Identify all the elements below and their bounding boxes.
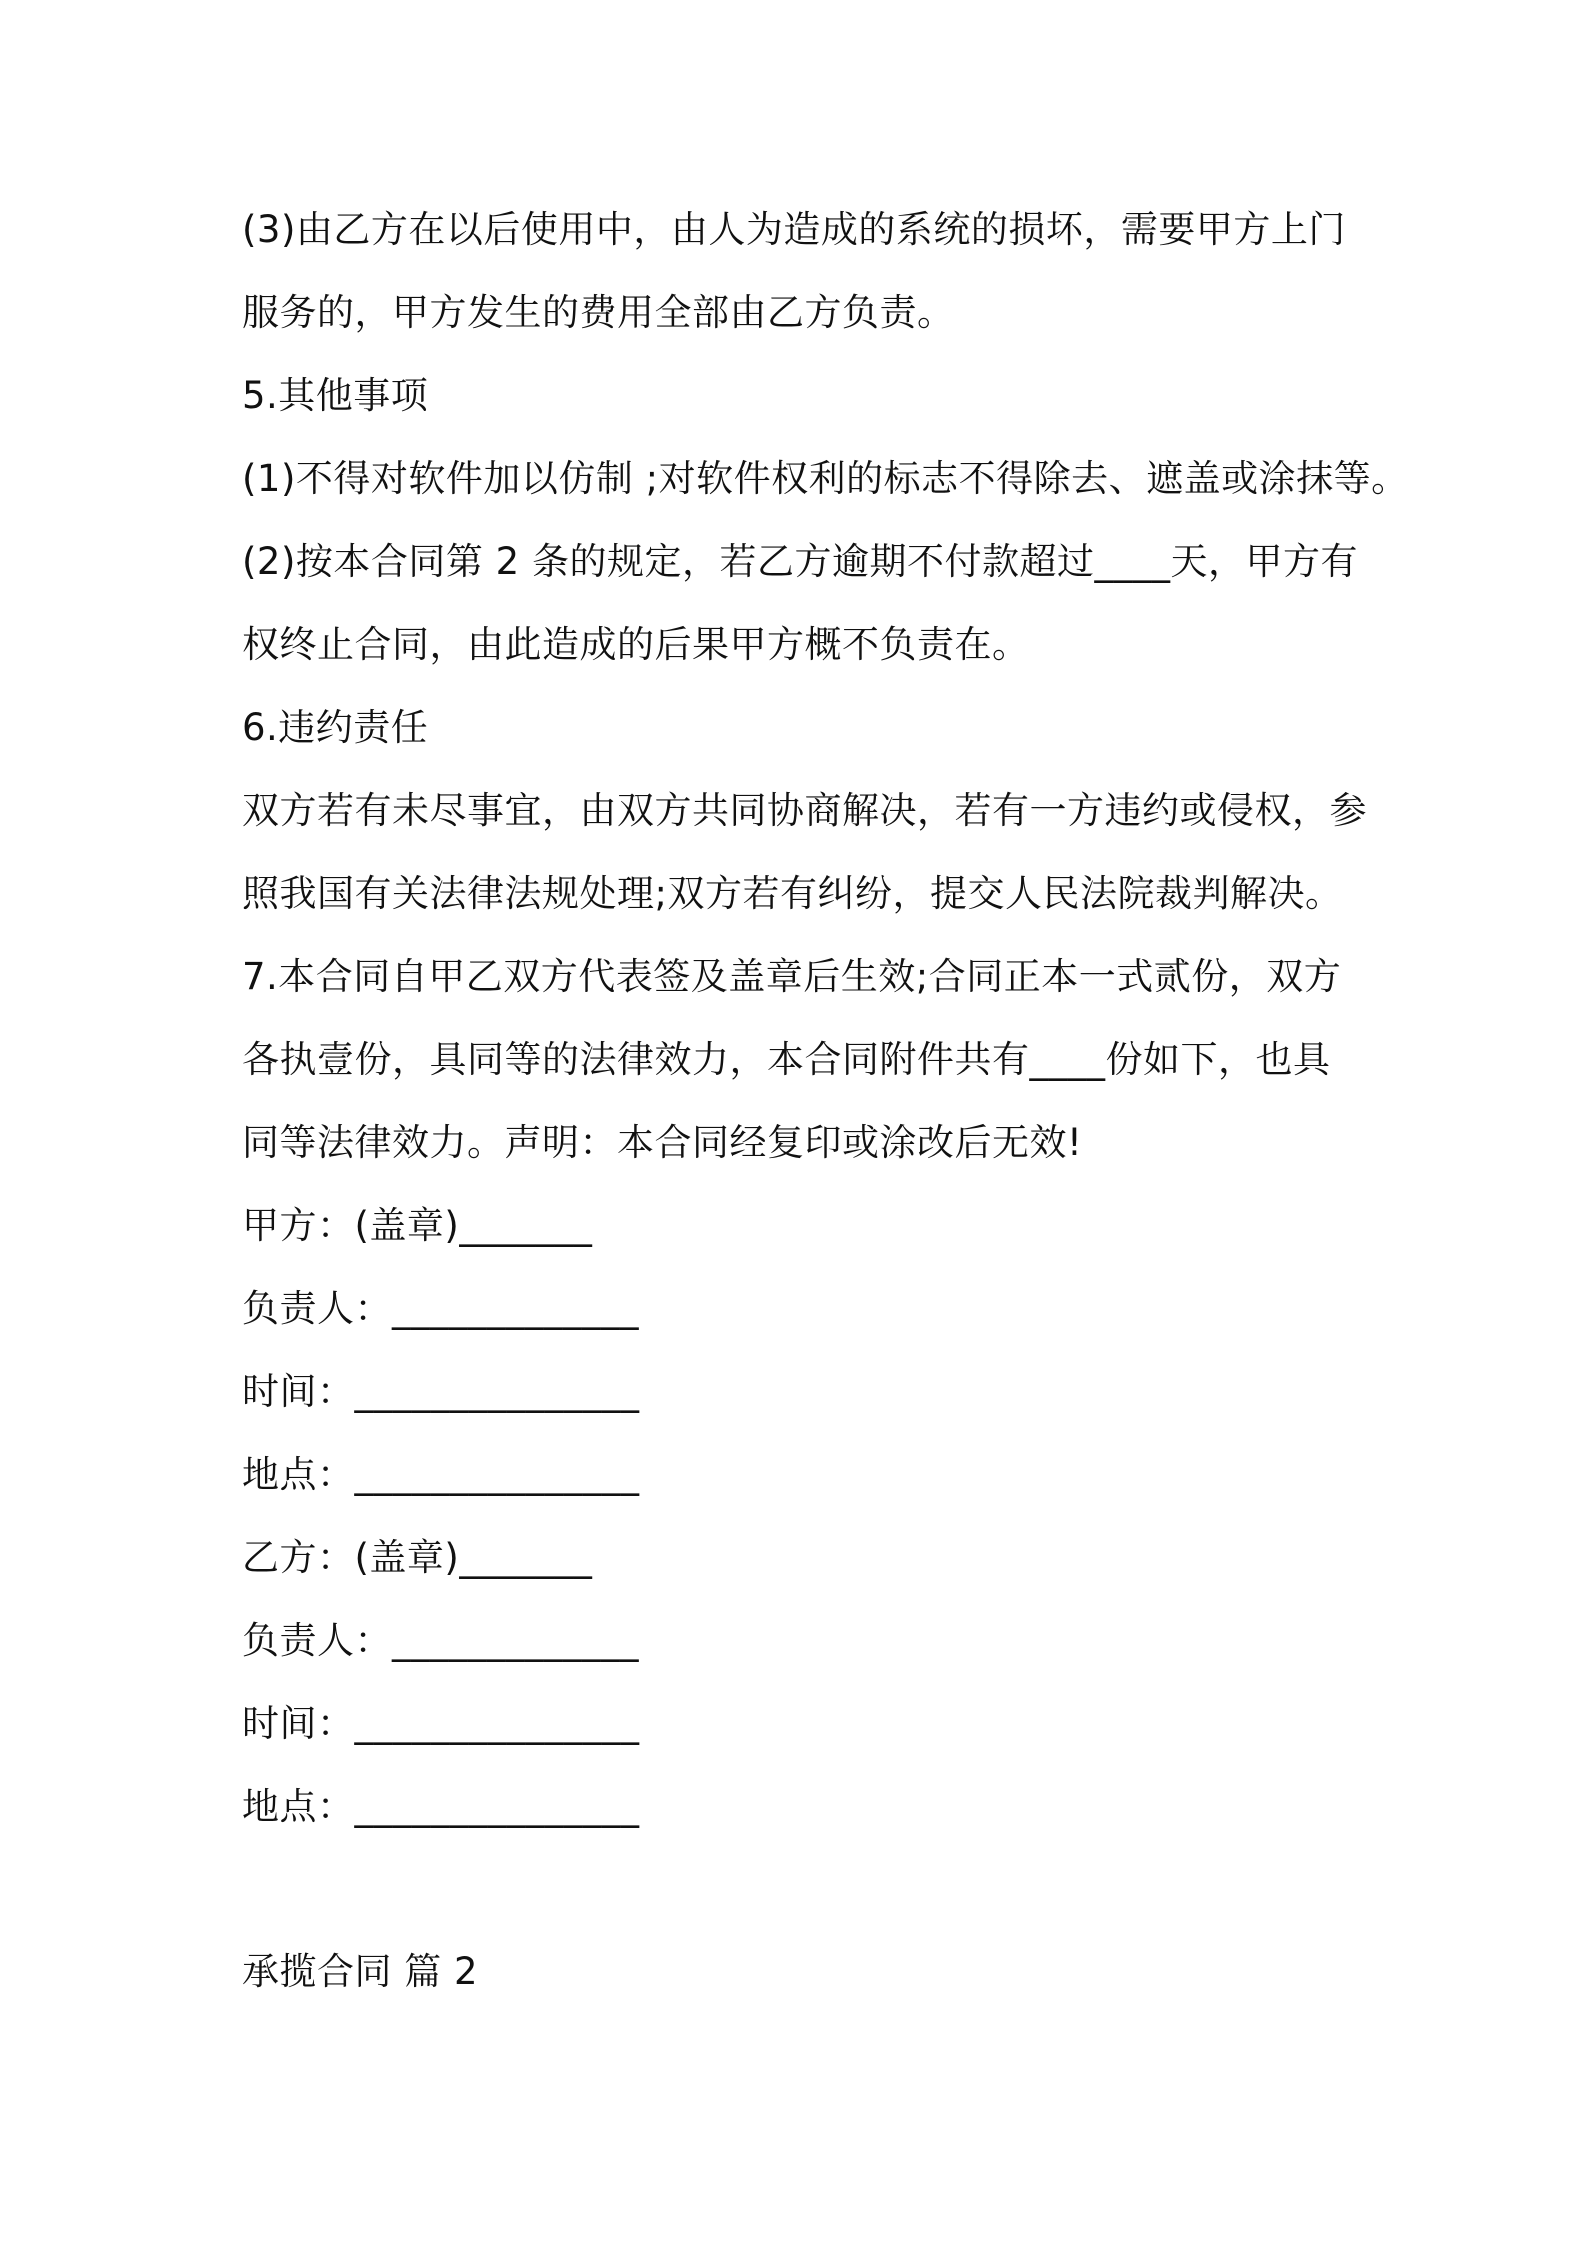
party-b-representative: 负责人：_____________ [242, 1619, 639, 1662]
section-6-heading: 6.违约责任 [242, 706, 429, 749]
clause-5-2-line-2: 权终止合同，由此造成的后果甲方概不负责在。 [242, 623, 1030, 666]
party-b-seal: 乙方：(盖章)_______ [242, 1536, 593, 1579]
party-a-location: 地点：_______________ [242, 1453, 640, 1496]
section-7-line-3: 同等法律效力。声明：本合同经复印或涂改后无效! [242, 1121, 1083, 1164]
section-5-heading: 5.其他事项 [242, 374, 429, 417]
clause-4-3-line-1: (3)由乙方在以后使用中，由人为造成的系统的损坏，需要甲方上门 [242, 208, 1346, 251]
party-a-date: 时间：_______________ [242, 1370, 640, 1413]
section-7-line-2: 各执壹份，具同等的法律效力，本合同附件共有____份如下，也具 [242, 1038, 1331, 1081]
party-a-seal: 甲方：(盖章)_______ [242, 1204, 593, 1247]
party-a-representative: 负责人：_____________ [242, 1287, 639, 1330]
clause-4-3-line-2: 服务的，甲方发生的费用全部由乙方负责。 [242, 291, 955, 334]
party-b-date: 时间：_______________ [242, 1702, 640, 1745]
section-6-line-2: 照我国有关法律法规处理;双方若有纠纷，提交人民法院裁判解决。 [242, 872, 1343, 915]
clause-5-1: (1)不得对软件加以仿制 ;对软件权利的标志不得除去、遮盖或涂抹等。 [242, 457, 1409, 500]
section-7-line-1: 7.本合同自甲乙双方代表签及盖章后生效;合同正本一式贰份，双方 [242, 955, 1342, 998]
clause-5-2-line-1: (2)按本合同第 2 条的规定，若乙方逾期不付款超过____天，甲方有 [242, 540, 1358, 583]
section-6-line-1: 双方若有未尽事宜，由双方共同协商解决，若有一方违约或侵权，参 [242, 789, 1367, 832]
next-contract-heading: 承揽合同 篇 2 [242, 1950, 479, 1993]
party-b-location: 地点：_______________ [242, 1785, 640, 1828]
